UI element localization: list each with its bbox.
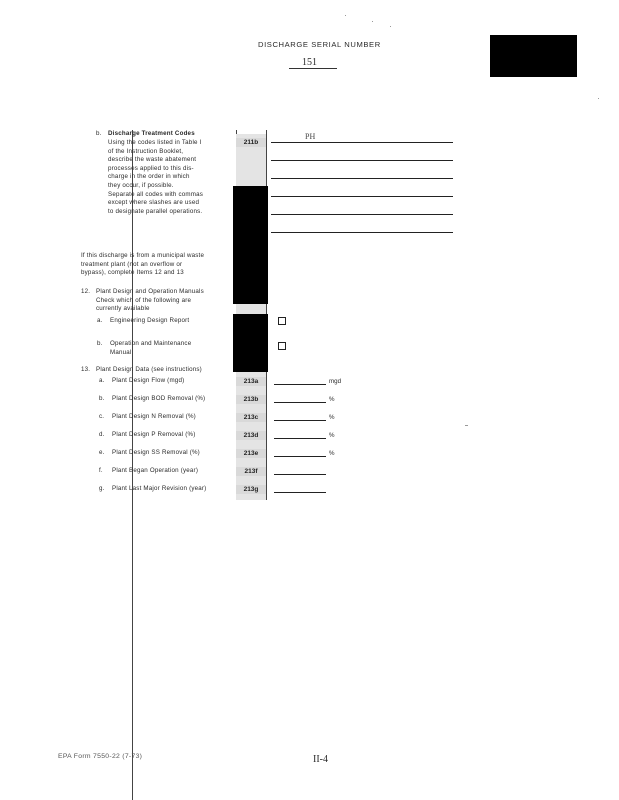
- item-13-row-code: 213e: [236, 449, 266, 458]
- section-b-title: Discharge Treatment Codes: [108, 130, 195, 137]
- item-13-row-answer-line[interactable]: [274, 420, 326, 421]
- instruction-line: describe the waste abatement: [108, 156, 197, 164]
- item-13-row-answer-line[interactable]: [274, 474, 326, 475]
- scan-speck: [598, 98, 599, 99]
- item-13-title: Plant Design Data (see instructions): [96, 366, 202, 373]
- item-13-row-label: a.: [99, 377, 105, 384]
- item-13-row-unit: %: [329, 432, 335, 439]
- item-13-row-text: Plant Design N Removal (%): [112, 413, 196, 420]
- instruction-line: Separate all codes with commas: [108, 190, 204, 198]
- item-13-row-answer-line[interactable]: [274, 456, 326, 457]
- item-12b-text: [110, 340, 191, 357]
- treatment-code-line[interactable]: [271, 232, 453, 233]
- item-12b-line: Manual: [110, 348, 132, 356]
- instruction-line: they occur, if possible.: [108, 181, 174, 189]
- scan-speck: [390, 26, 391, 27]
- treatment-code-line[interactable]: [271, 214, 453, 215]
- scan-speck: [345, 15, 346, 16]
- code-column-redaction: [233, 314, 268, 372]
- engineering-design-report-checkbox[interactable]: [278, 317, 286, 325]
- instruction-line: except where slashes are used: [108, 199, 200, 207]
- treatment-code-entry[interactable]: PH: [305, 132, 316, 141]
- instruction-line: Using the codes listed in Table I: [108, 139, 202, 146]
- item-13-row-text: Plant Last Major Revision (year): [112, 485, 207, 492]
- item-12-title-line: currently available: [96, 305, 150, 313]
- section-b-instructions: [108, 139, 203, 216]
- item-13-row-text: Plant Design Flow (mgd): [112, 377, 185, 384]
- serial-number-underline: [289, 68, 337, 69]
- item-13-row-answer-line[interactable]: [274, 492, 326, 493]
- note-line: bypass), complete Items 12 and 13: [81, 269, 184, 277]
- item-13-row-answer-line[interactable]: [274, 438, 326, 439]
- section-b-label: b.: [96, 130, 102, 137]
- treatment-code-line[interactable]: [271, 160, 453, 161]
- item-13-row-unit: %: [329, 414, 335, 421]
- operation-maintenance-manual-checkbox[interactable]: [278, 342, 286, 350]
- scan-speck: [465, 425, 468, 426]
- item-12a-label: a.: [97, 317, 103, 324]
- item-13-row-code: 213d: [236, 431, 266, 440]
- top-right-redaction: [490, 35, 577, 77]
- instruction-line: processes applied to this dis-: [108, 164, 194, 172]
- item-13-row-code: 213b: [236, 395, 266, 404]
- code-211b: 211b: [236, 138, 266, 147]
- item-12b-line: Operation and Maintenance: [110, 340, 192, 347]
- instruction-line: to designate parallel operations.: [108, 207, 203, 215]
- item-12a-text: Engineering Design Report: [110, 317, 190, 324]
- item-13-row-answer-line[interactable]: [274, 384, 326, 385]
- serial-number-heading: DISCHARGE SERIAL NUMBER: [258, 40, 381, 49]
- form-number: EPA Form 7550-22 (7-73): [58, 753, 143, 760]
- item-13-row-label: b.: [99, 395, 105, 402]
- item-13-row-label: c.: [99, 413, 105, 420]
- left-margin-rule: [132, 130, 133, 800]
- code-column-redaction: [233, 186, 268, 304]
- instruction-line: of the Instruction Booklet,: [108, 147, 184, 155]
- item-13-row-label: e.: [99, 449, 105, 456]
- item-12-number: 12.: [81, 288, 91, 295]
- item-13-row-code: 213c: [236, 413, 266, 422]
- discharge-serial-number: 151: [302, 57, 317, 68]
- instruction-line: charge in the order in which: [108, 173, 190, 181]
- page-number: II-4: [313, 754, 328, 765]
- note-line: treatment plant (not an overflow or: [81, 260, 183, 268]
- item-12-title-line: Plant Design and Operation Manuals: [96, 288, 204, 295]
- item-13-row-text: Plant Began Operation (year): [112, 467, 199, 474]
- item-13-row-label: d.: [99, 431, 105, 438]
- item-13-row-label: f.: [99, 467, 103, 474]
- item-13-number: 13.: [81, 366, 91, 373]
- item-13-row-code: 213g: [236, 485, 266, 494]
- item-13-row-text: Plant Design BOD Removal (%): [112, 395, 206, 402]
- item-13-row-code: 213f: [236, 467, 266, 476]
- item-13-row-unit: %: [329, 396, 335, 403]
- municipal-note: [81, 252, 204, 278]
- item-13-row-code: 213a: [236, 377, 266, 386]
- item-13-row-unit: %: [329, 450, 335, 457]
- note-line: If this discharge is from a municipal waste: [81, 252, 205, 259]
- item-13-row-unit: mgd: [329, 378, 342, 385]
- item-12b-label: b.: [97, 340, 103, 347]
- item-13-row-answer-line[interactable]: [274, 402, 326, 403]
- item-13-row-text: Plant Design SS Removal (%): [112, 449, 200, 456]
- item-12-title-line: Check which of the following are: [96, 296, 192, 304]
- treatment-code-line[interactable]: [271, 196, 453, 197]
- item-12-title: [96, 288, 204, 314]
- treatment-code-line[interactable]: [271, 142, 453, 143]
- item-13-row-text: Plant Design P Removal (%): [112, 431, 196, 438]
- item-13-row-label: g.: [99, 485, 105, 492]
- treatment-code-line[interactable]: [271, 178, 453, 179]
- scan-speck: [372, 21, 373, 22]
- code-column-shading: [236, 304, 266, 314]
